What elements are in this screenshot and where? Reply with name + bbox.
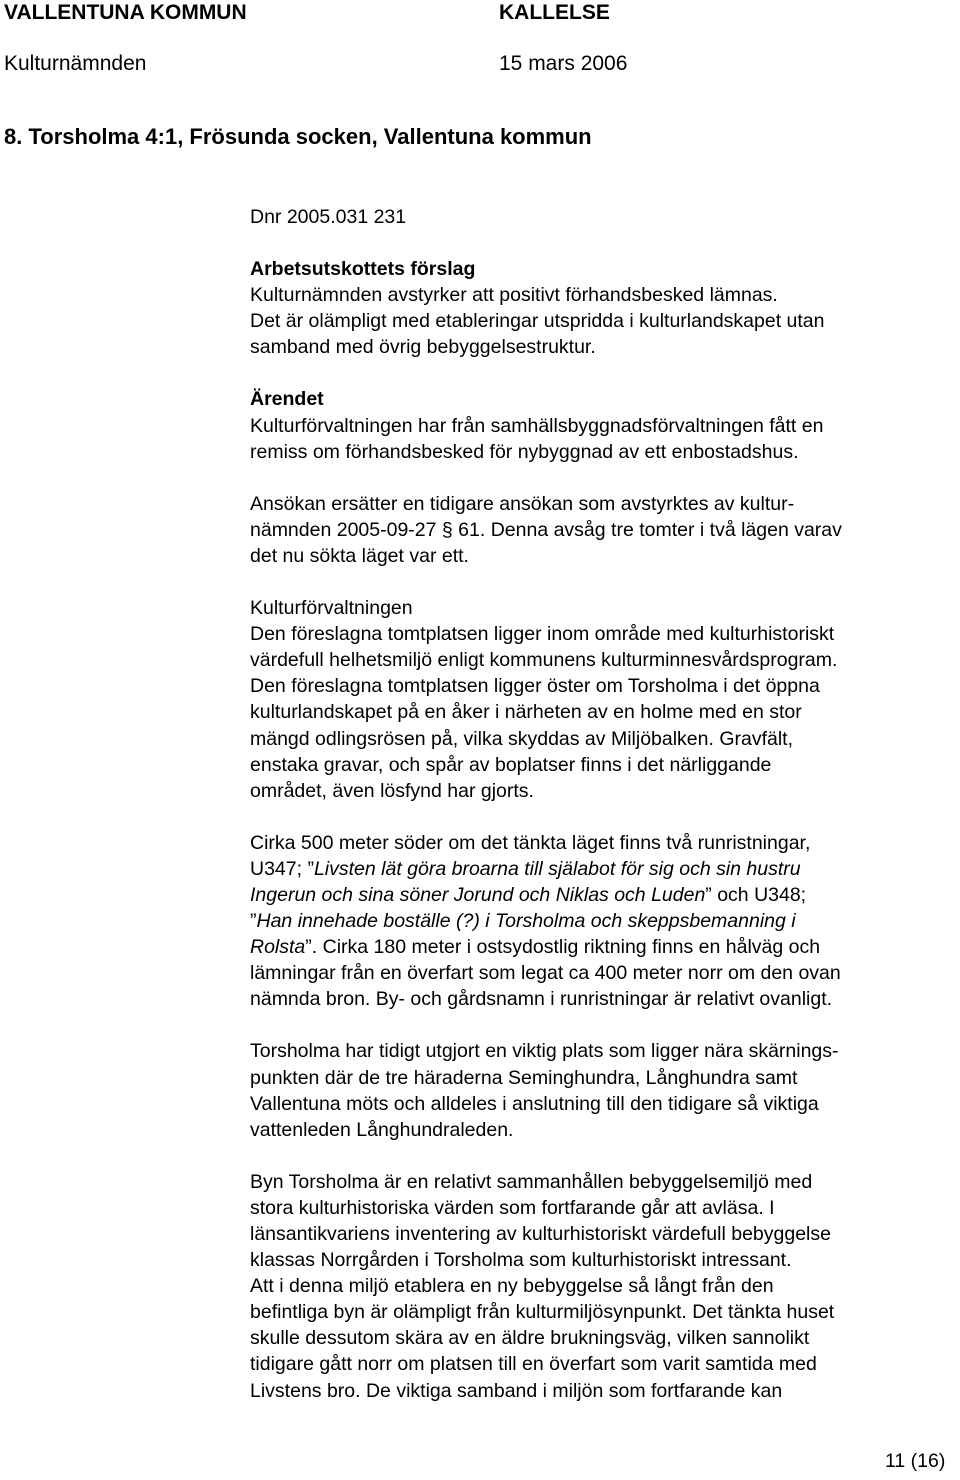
body-line: värdefull helhetsmiljö enligt kommunens kulturminnesvårdsprogram. [250, 649, 838, 672]
body-line: Kulturförvaltningen har från samhällsbyggnadsförvaltningen fått en [250, 414, 824, 437]
body-line: det nu sökta läget var ett. [250, 544, 469, 567]
body-line: Cirka 500 meter söder om det tänkta läget finns två runristningar, [250, 831, 811, 854]
body-line: enstaka gravar, och spår av boplatser finns i det närliggande [250, 753, 772, 776]
body-line [250, 517, 950, 543]
kulturforvaltningen-heading: Kulturförvaltningen [250, 597, 413, 620]
body-line: befintliga byn är olämpligt från kulturmiljösynpunkt. Det tänkta huset [250, 1301, 835, 1324]
text-fragment: ” [250, 910, 257, 933]
item-title: 8. Torsholma 4:1, Frösunda socken, Vallentuna kommun [4, 124, 592, 149]
page-number: 11 (16) [885, 1450, 946, 1472]
body-line: Den föreslagna tomtplatsen ligger inom område med kulturhistoriskt [250, 623, 835, 646]
body-line: stora kulturhistoriska värden som fortfarande går att avläsa. I [250, 1196, 775, 1219]
body-line: remiss om förhandsbesked för nybyggnad av ett enbostadshus. [250, 440, 799, 463]
org-name: VALLENTUNA KOMMUN [4, 1, 247, 24]
body-line: skulle dessutom skära av en äldre brukningsväg, vilken sannolikt [250, 1327, 810, 1350]
body-line [250, 908, 950, 934]
forslag-heading: Arbetsutskottets förslag [250, 258, 476, 281]
body-line: Det är olämpligt med etableringar utspridda i kulturlandskapet utan [250, 310, 825, 333]
body-line [250, 934, 950, 960]
text-fragment: U347; ” [250, 857, 314, 880]
body-line: klassas Norrgården i Torsholma som kulturhistoriskt intressant. [250, 1249, 792, 1272]
body-line [250, 882, 950, 908]
rune-inscription: Ingerun och sina söner Jorund och Niklas och Luden [250, 883, 706, 906]
body-line: mängd odlingsrösen på, vilka skyddas av Miljöbalken. Gravfält, [250, 727, 794, 750]
rune-inscription: Livsten lät göra broarna till själabot för sig och sin hustru [313, 857, 801, 880]
body-line: Torsholma har tidigt utgjort en viktig plats som ligger nära skärnings- [250, 1040, 839, 1063]
text-fragment: ”. Cirka 180 meter i ostsydostlig riktning finns en hålväg och [305, 936, 821, 959]
body-line: Byn Torsholma är en relativt sammanhållen bebyggelsemiljö med [250, 1170, 813, 1193]
rune-inscription: Han innehade boställe (?) i Torsholma och skeppsbemanning i [256, 910, 796, 933]
body-line: Livstens bro. De viktiga samband i miljön som fortfarande kan [250, 1379, 783, 1402]
paragraph-sign: § [441, 518, 453, 541]
body-line: området, även lösfynd har gjorts. [250, 779, 534, 802]
body-line: punkten där de tre häraderna Seminghundra, Långhundra samt [250, 1066, 798, 1089]
body-line [250, 856, 950, 882]
body-line: nämnda bron. By- och gårdsnamn i runristningar är relativt ovanligt. [250, 988, 833, 1011]
document-body [250, 204, 950, 1404]
document-type: KALLELSE [499, 1, 610, 24]
body-line: Kulturnämnden avstyrker att positivt förhandsbesked lämnas. [250, 284, 778, 307]
body-line: Att i denna miljö etablera en ny bebyggelse så långt från den [250, 1275, 774, 1298]
arendet-heading: Ärendet [250, 388, 324, 411]
committee-name: Kulturnämnden [4, 52, 147, 75]
body-line: kulturlandskapet på en åker i närheten av en holme med en stor [250, 701, 802, 724]
dnr: Dnr 2005.031 231 [250, 206, 407, 228]
body-line: samband med övrig bebyggelsestruktur. [250, 336, 596, 359]
text-fragment: 61. Denna avsåg tre tomter i två lägen varav [452, 518, 842, 541]
body-line: Vallentuna möts och alldeles i anslutning till den tidigare så viktiga [250, 1092, 819, 1115]
rune-inscription: Rolsta [250, 936, 306, 959]
body-line: Ansökan ersätter en tidigare ansökan som avstyrktes av kultur- [250, 492, 795, 515]
text-fragment: nämnden 2005-09-27 [250, 518, 442, 541]
meeting-date: 15 mars 2006 [499, 52, 628, 75]
body-line: lämningar från en överfart som legat ca 400 meter norr om den ovan [250, 962, 841, 985]
text-fragment: ” och U348; [705, 883, 807, 906]
body-line: Den föreslagna tomtplatsen ligger öster om Torsholma i det öppna [250, 675, 820, 698]
body-line: vattenleden Långhundraleden. [250, 1118, 514, 1141]
body-line: tidigare gått norr om platsen till en överfart som varit samtida med [250, 1353, 817, 1376]
body-line: länsantikvariens inventering av kulturhistoriskt värdefull bebyggelse [250, 1223, 831, 1245]
